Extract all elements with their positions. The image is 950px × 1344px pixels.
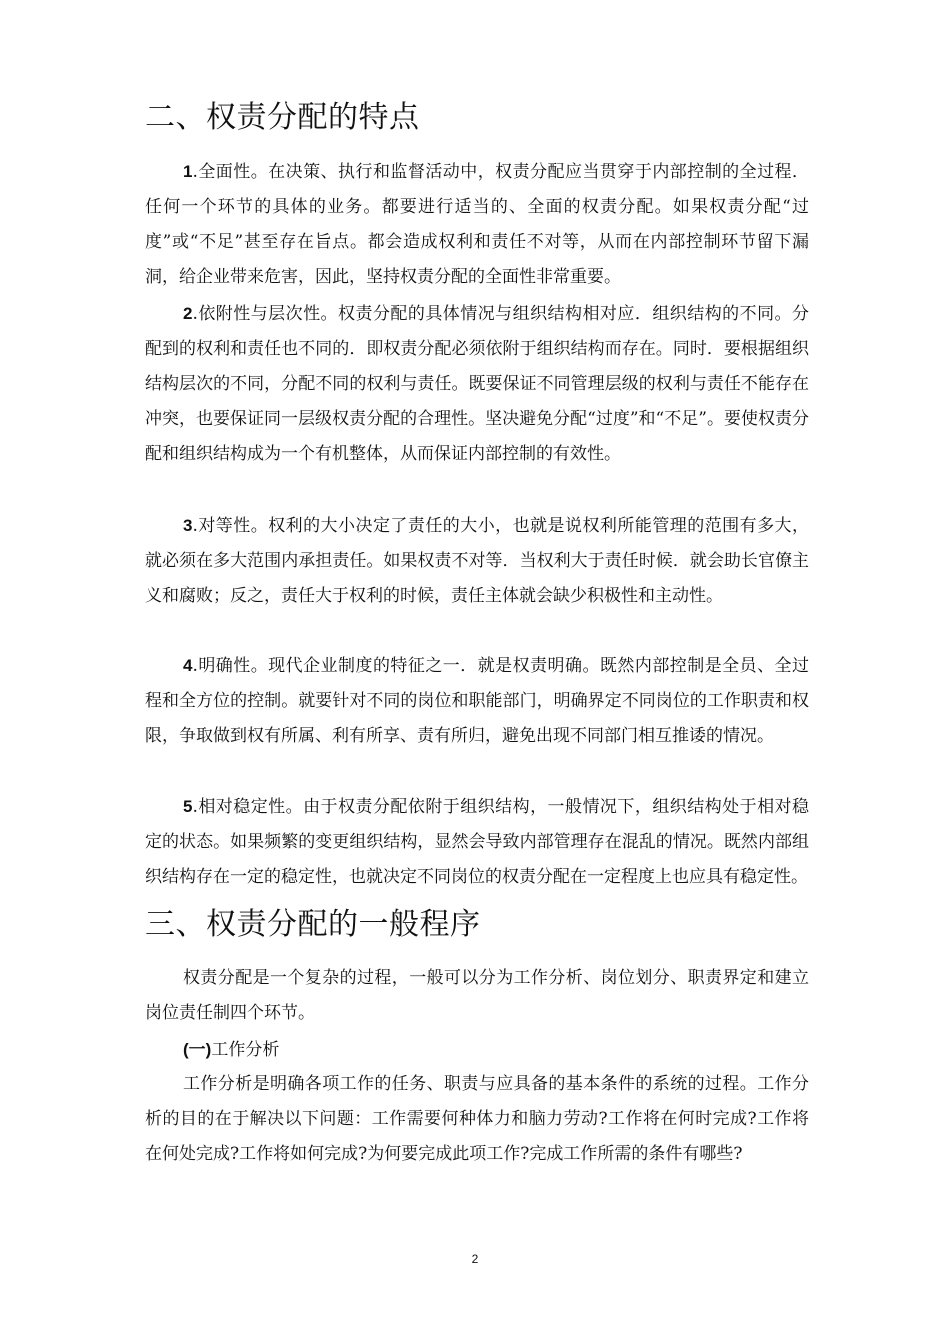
paragraph-item-3 bbox=[145, 508, 809, 614]
item-text: 明确性。现代企业制度的特征之一．就是权责明确。既然内部控制是全员、全过程和全方位的控制。就要针对不同的岗位和职能部门，明确界定不同岗位的工作职责和权限，争取做到权有所属、利有所享、责有所归，避免出现不同部门相互推诿的情况。 bbox=[145, 656, 809, 746]
item-number: 3 bbox=[183, 516, 193, 535]
item-separator: . bbox=[192, 656, 198, 676]
subheading-title: 工作分析 bbox=[211, 1040, 280, 1060]
paragraph-intro: 权责分配是一个复杂的过程，一般可以分为工作分析、岗位划分、职责界定和建立岗位责任制四个环节。 bbox=[145, 968, 809, 1023]
paragraph-item-1 bbox=[145, 154, 809, 295]
item-separator: . bbox=[192, 797, 198, 817]
subheading-job-analysis bbox=[145, 1032, 809, 1068]
paragraph-item-2 bbox=[145, 296, 809, 472]
paragraph-item-5 bbox=[145, 789, 809, 895]
item-text: 依附性与层次性。权责分配的具体情况与组织结构相对应．组织结构的不同。分配到的权利和责任也不同的．即权责分配必须依附于组织结构而存在。同时．要根据组织结构层次的不同，分配不同的权利与责任。既要保证不同管理层级的权利与责任不能存在冲突，也要保证同一层级权责分配的合理性。坚决避免分配“过度”和“不足”。要使权责分配和组织结构成为一个有机整体，从而保证内部控制的有效性。 bbox=[145, 304, 809, 464]
subheading-label: (一) bbox=[183, 1040, 212, 1059]
section-heading-procedure: 三、权责分配的一般程序 bbox=[145, 907, 481, 942]
item-number: 2 bbox=[183, 304, 193, 323]
item-number: 5 bbox=[183, 797, 193, 816]
item-text: 对等性。权利的大小决定了责任的大小，也就是说权利所能管理的范围有多大，就必须在多大范围内承担责任。如果权责不对等．当权利大于责任时候．就会助长官僚主义和腐败；反之，责任大于权利的时候，责任主体就会缺少积极性和主动性。 bbox=[145, 516, 809, 606]
item-number: 1 bbox=[183, 162, 193, 181]
item-text: 全面性。在决策、执行和监督活动中，权责分配应当贯穿于内部控制的全过程．任何一个环节的具体的业务。都要进行适当的、全面的权责分配。如果权责分配“过度”或“不足”甚至存在旨点。都会造成权利和责任不对等，从而在内部控制环节留下漏洞，给企业带来危害，因此，坚持权责分配的全面性非常重要。 bbox=[145, 162, 809, 287]
item-text: 相对稳定性。由于权责分配依附于组织结构，一般情况下，组织结构处于相对稳定的状态。如果频繁的变更组织结构，显然会导致内部管理存在混乱的情况。既然内部组织结构存在一定的稳定性，也就决定不同岗位的权责分配在一定程度上也应具有稳定性。 bbox=[145, 797, 809, 887]
paragraph-item-4 bbox=[145, 648, 809, 754]
item-separator: . bbox=[192, 162, 198, 182]
item-number: 4 bbox=[183, 656, 193, 675]
item-separator: . bbox=[192, 304, 198, 324]
item-separator: . bbox=[192, 516, 198, 536]
page-number: 2 bbox=[471, 1252, 479, 1266]
section-heading-characteristics: 二、权责分配的特点 bbox=[145, 100, 420, 135]
paragraph-job-analysis: 工作分析是明确各项工作的任务、职责与应具备的基本条件的系统的过程。工作分析的目的在于解决以下问题：工作需要何种体力和脑力劳动?工作将在何时完成?工作将在何处完成?工作将如何完成?为何要完成此项工作?完成工作所需的条件有哪些? bbox=[145, 1074, 809, 1164]
